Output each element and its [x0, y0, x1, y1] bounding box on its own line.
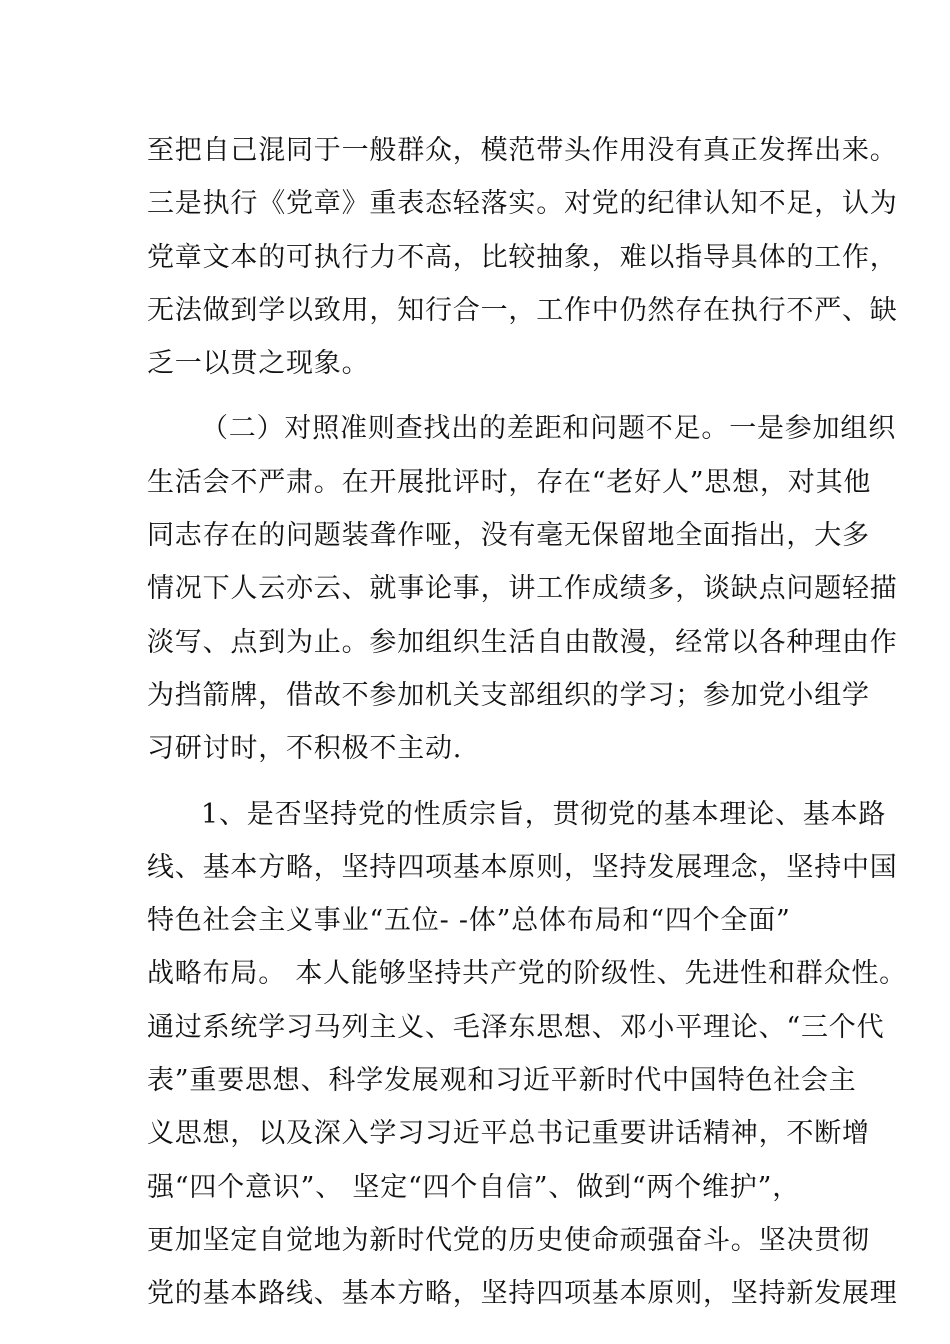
text-line: 生活会不严肃。在开展批评时，存在“老好人”思想，对其他: [147, 466, 872, 498]
text-line: 情况下人云亦云、就事论事，讲工作成绩多，谈缺点问题轻描: [147, 573, 898, 605]
text-line: 特色社会主义事业“五位- -体”总体布局和“四个全面”: [147, 905, 791, 937]
paragraph-gap: [147, 390, 827, 402]
text-line: 线、基本方略，坚持四项基本原则，坚持发展理念，坚持中国: [147, 851, 898, 883]
paragraph-gap: [147, 776, 827, 788]
text-line: 习研讨时，不积极不主动.: [147, 733, 463, 765]
text-line: 强“四个意识”、 坚定“四个自信”、做到“两个维护”，: [147, 1171, 801, 1203]
text-line: 更加坚定自觉地为新时代党的历史使命顽强奋斗。坚决贯彻: [147, 1224, 870, 1256]
paragraph-2: [147, 402, 898, 775]
text-line: 为挡箭牌，借故不参加机关支部组织的学习；参加党小组学: [147, 679, 870, 711]
text-line: （二）对照准则查找出的差距和问题不足。一是参加组织: [201, 413, 896, 445]
text-line: 淡写、点到为止。参加组织生活自由散漫，经常以各种理由作: [147, 626, 898, 658]
text-line: 通过系统学习马列主义、毛泽东思想、邓小平理论、“三个代: [147, 1011, 885, 1043]
text-line: 战略布局。 本人能够坚持共产党的阶级性、先进性和群众性。: [147, 958, 907, 990]
text-line: 无法做到学以致用，知行合一，工作中仍然存在执行不严、缺: [147, 294, 898, 326]
text-line: 乏一以贯之现象。: [147, 348, 370, 380]
paragraph-3: [147, 788, 907, 1321]
text-line: 义思想，以及深入学习习近平总书记重要讲话精神，不断增: [147, 1118, 870, 1150]
text-line: 党章文本的可执行力不高，比较抽象，难以指导具体的工作，: [147, 241, 898, 273]
text-line: 三是执行《党章》重表态轻落实。对党的纪律认知不足，认为: [147, 188, 898, 220]
text-line: 同志存在的问题装聋作哑，没有毫无保留地全面指出，大多: [147, 520, 870, 552]
document-body: [147, 124, 907, 1321]
text-line: 至把自己混同于一般群众，模范带头作用没有真正发挥出来。: [147, 135, 898, 166]
text-line: 表”重要思想、科学发展观和习近平新时代中国特色社会主: [147, 1065, 857, 1097]
text-line: 1、是否坚持党的性质宗旨，贯彻党的基本理论、基本路: [201, 798, 887, 830]
text-line: 党的基本路线、基本方略，坚持四项基本原则，坚持新发展理: [147, 1278, 898, 1310]
paragraph-1: [147, 124, 898, 390]
